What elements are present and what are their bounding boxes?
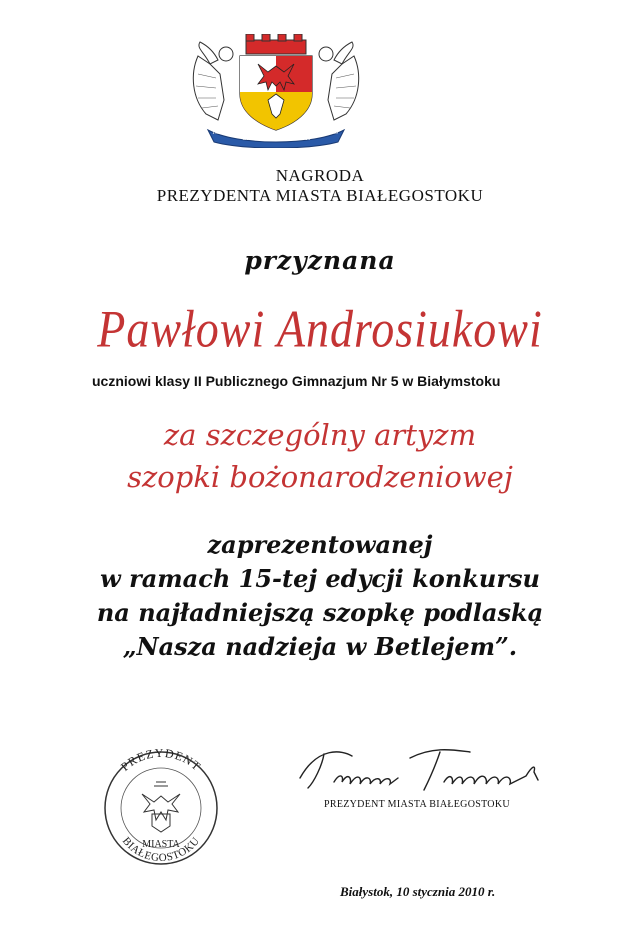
issue-date: Białystok, 10 stycznia 2010 r. [340,884,496,899]
award-title-line1: NAGRODA [275,166,365,185]
details-line3: na najładniejszą szopkę podlaską [96,598,544,627]
details-line4: „Nasza nadzieja w Betlejem”. [122,632,518,661]
svg-text:BIAŁEGOSTOKU: BIAŁEGOSTOKU [119,835,203,865]
granted-label: przyznana [244,246,396,275]
award-details [0,528,640,664]
recipient-description: uczniowi klasy II Publicznego Gimnazjum Nr 5 w Białymstoku [92,373,501,389]
award-title-line2: PREZYDENTA MIASTA BIAŁEGOSTOKU [156,186,484,205]
reason-line2: szopki bożonarodzeniowej [127,460,513,494]
coat-of-arms-emblem [188,34,364,148]
svg-text:1749: 1749 [326,130,338,136]
award-title [0,166,640,206]
recipient-name: Pawłowi Androsiukowi [97,299,543,358]
svg-text:CIVITAS BIAŁYSTOK: CIVITAS BIAŁYSTOK [241,134,311,142]
details-line2: w ramach 15-tej edycji konkursu [100,564,540,593]
reason-line1: za szczególny artyzm [163,418,477,452]
official-seal-stamp [92,748,230,868]
svg-text:1692: 1692 [212,130,224,136]
signature-title: PREZYDENT MIASTA BIAŁEGOSTOKU [324,799,510,810]
details-line1: zaprezentowanej [207,530,433,559]
handwritten-signature [294,742,554,794]
award-reason [0,414,640,498]
svg-text:MIASTA: MIASTA [142,839,180,850]
svg-text:PREZYDENT: PREZYDENT [118,748,204,774]
